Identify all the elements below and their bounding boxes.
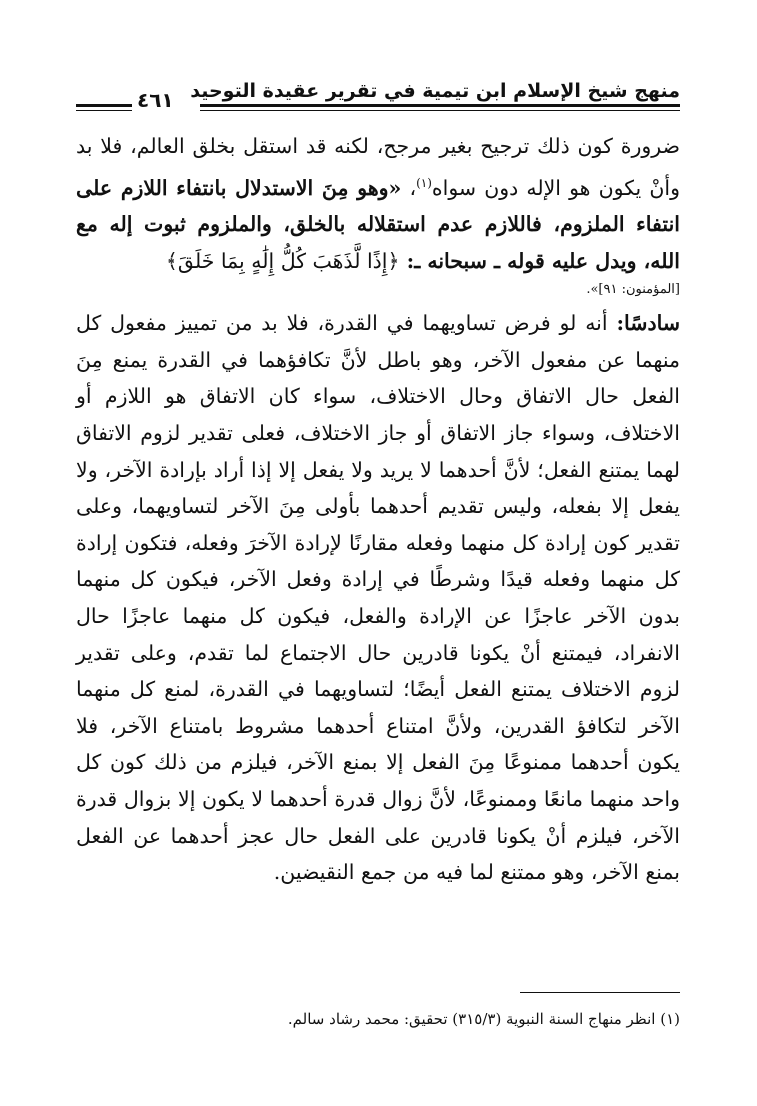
page-number: ٤٦١ xyxy=(137,88,174,112)
header-rule-left-thick xyxy=(76,104,132,107)
header-title: منهج شيخ الإسلام ابن تيمية في تقرير عقيدة التوحيد xyxy=(190,80,680,102)
header-rule-left-thin xyxy=(76,110,132,111)
intro-separator: ، xyxy=(401,175,417,200)
main-text xyxy=(76,128,680,891)
header-rule-right-thick xyxy=(200,104,680,107)
footnote-marker: (١) xyxy=(416,175,432,190)
paragraph-intro xyxy=(76,128,680,301)
intro-plain-text: ضرورة كون ذلك ترجيح بغير مرجح، لكنه قد استقل بخلق العالم، فلا بد وأنْ يكون هو الإله دون سواه xyxy=(76,134,680,200)
sixth-point-label: سادسًا: xyxy=(616,311,680,336)
paragraph-sixth xyxy=(76,305,680,891)
quran-reference: [المؤمنون: ٩١]». xyxy=(586,282,680,298)
sixth-point-text: أنه لو فرض تساويهما في القدرة، فلا بد من تمييز مفعول كل منهما عن مفعول الآخر، وهو باطل لأنَّ تكافؤهما في القدرة يمنع مِنَ الفعل حال الاتفاق وحال الاختلاف، سواء كان الاتفاق هو اللازم أو الاختلاف، وسواء جاز الاتفاق أو جاز الاختلاف، فعلى تقدير لزوم الاتفاق لهما يمتنع الفعل؛ لأنَّ أحدهما لا يريد ولا يفعل إلا إذا أراد بإرادة الآخر، ولا يفعل إلا بفعله، وليس تقديم أحدهما بأولى مِنَ الآخر لتساويهما، وعلى تقدير كون إرادة كل منهما وفعله مقارنًا لإرادة الآخرَ وفعله، فتكون إرادة كل منهما وفعله قيدًا وشرطًا في إرادة وفعل الآخر، فيكون كل منهما بدون الآخر عاجزًا عن الإرادة والفعل، فيكون كل منهما عاجزًا حال الانفراد، فيمتنع أنْ يكونا قادرين حال الاجتماع لما تقدم، وعلى تقدير لزوم الاختلاف يمتنع الفعل أيضًا؛ لتساويهما في القدرة، لمنع كل منهما الآخر لتكافؤ القدرين، ولأنَّ امتناع أحدهما مشروط بامتناع الآخر، فلا يكون أحدهما ممنوعًا مِنَ الفعل إلا بمنع الآخر، فيلزم من ذلك كون كل واحد منهما مانعًا وممنوعًا، لأنَّ زوال قدرة أحدهما لا يكون إلا بزوال قدرة الآخر، فيلزم أنْ يكونا قادرين على الفعل حال عجز أحدهما عن الفعل بمنع الآخر، وهو ممتنع لما فيه من جمع النقيضين. xyxy=(76,311,680,885)
intro-bold-text: «وهو مِنَ الاستدلال بانتفاء اللازم على انتفاء الملزوم، فاللازم عدم استقلاله بالخلق، والملزوم ثبوت إله مع الله، ويدل عليه قوله ـ سبحانه ـ: xyxy=(76,175,680,273)
quran-verse: ﴿إِذًا لَّذَهَبَ كُلُّ إِلَٰهٍ بِمَا خَلَقَ﴾ xyxy=(165,248,400,273)
footnote-divider xyxy=(520,992,680,993)
running-header xyxy=(75,80,680,120)
header-rule-right-thin xyxy=(200,110,680,111)
footnote: (١) انظر منهاج السنة النبوية (٣١٥/٣) تحقيق: محمد رشاد سالم. xyxy=(287,1010,680,1028)
